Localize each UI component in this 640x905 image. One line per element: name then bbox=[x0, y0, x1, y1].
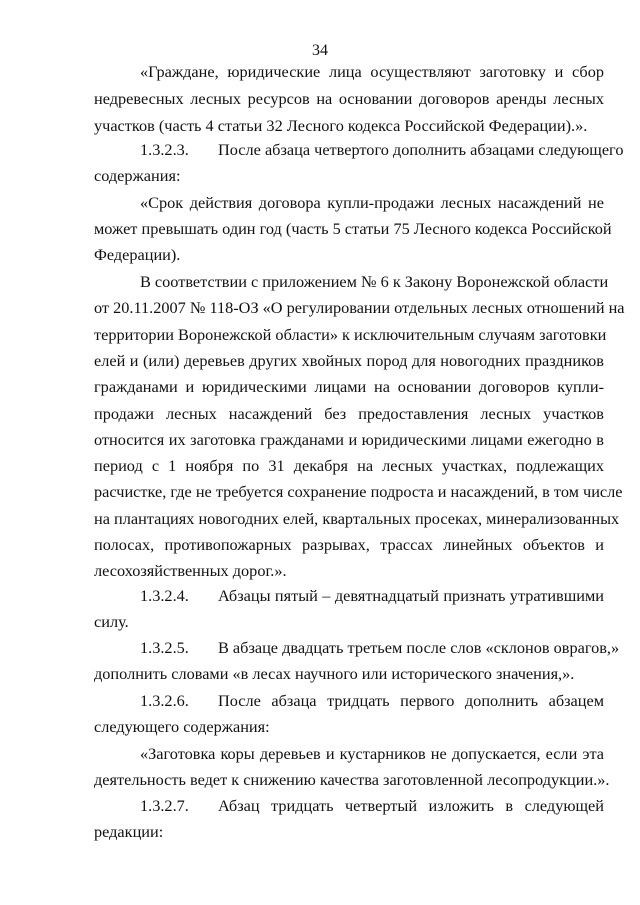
text-line: продажи лесных насаждений без предоставления лесных участков bbox=[94, 404, 604, 423]
text-line: относится их заготовка гражданами и юридическими лицами ежегодно в bbox=[94, 430, 604, 449]
item-number: 1.3.2.3. bbox=[140, 140, 189, 159]
item-number: 1.3.2.5. bbox=[140, 638, 189, 657]
item-text: Абзацы пятый – девятнадцатый признать утратившими bbox=[218, 586, 604, 605]
text-line: лесохозяйственных дорог.». bbox=[94, 561, 287, 580]
text-line: «Граждане, юридические лица осуществляют заготовку и сбор bbox=[140, 62, 604, 81]
item-number: 1.3.2.6. bbox=[140, 691, 189, 710]
text-line: В соответствии с приложением № 6 к Закону Воронежской области bbox=[140, 272, 609, 291]
text-line: «Заготовка коры деревьев и кустарников не допускается, если эта bbox=[140, 744, 604, 763]
text-line: елей и (или) деревьев других хвойных пород для новогодних праздников bbox=[94, 351, 604, 370]
text-line: деятельность ведет к снижению качества заготовленной лесопродукции.». bbox=[94, 770, 610, 789]
text-line: содержания: bbox=[94, 166, 181, 185]
text-line: редакции: bbox=[94, 822, 164, 841]
text-line: может превышать один год (часть 5 статьи 75 Лесного кодекса Российской bbox=[94, 219, 612, 238]
text-line: «Срок действия договора купли-продажи лесных насаждений не bbox=[140, 193, 604, 212]
text-line: территории Воронежской области» к исключительным случаям заготовки bbox=[94, 325, 607, 344]
text-line: силу. bbox=[94, 612, 129, 631]
text-line: Федерации). bbox=[94, 245, 181, 264]
item-text: Абзац тридцать четвертый изложить в следующей bbox=[218, 796, 604, 815]
text-line: расчистке, где не требуется сохранение подроста и насаждений, в том числе bbox=[94, 482, 623, 501]
text-line: полосах, противопожарных разрывах, трассах линейных объектов и bbox=[94, 535, 604, 554]
item-text: После абзаца четвертого дополнить абзацами следующего bbox=[218, 140, 624, 159]
page-number: 34 bbox=[312, 42, 328, 59]
item-number: 1.3.2.4. bbox=[140, 586, 189, 605]
text-line: дополнить словами «в лесах научного или исторического значения,». bbox=[94, 664, 575, 683]
item-text: После абзаца тридцать первого дополнить абзацем bbox=[218, 691, 604, 710]
text-line: недревесных лесных ресурсов на основании договоров аренды лесных bbox=[94, 89, 604, 108]
item-text: В абзаце двадцать третьем после слов «склонов оврагов,» bbox=[218, 638, 620, 657]
item-number: 1.3.2.7. bbox=[140, 796, 189, 815]
text-line: гражданами и юридическими лицами на основании договоров купли- bbox=[94, 377, 604, 396]
text-line: участков (часть 4 статьи 32 Лесного кодекса Российской Федерации).». bbox=[94, 116, 588, 135]
text-line: период с 1 ноября по 31 декабря на лесных участках, подлежащих bbox=[94, 456, 604, 475]
text-line: от 20.11.2007 № 118-ОЗ «О регулировании отдельных лесных отношений на bbox=[94, 298, 625, 317]
text-line: следующего содержания: bbox=[94, 717, 270, 736]
text-line: на плантациях новогодних елей, квартальных просеках, минерализованных bbox=[94, 509, 620, 528]
